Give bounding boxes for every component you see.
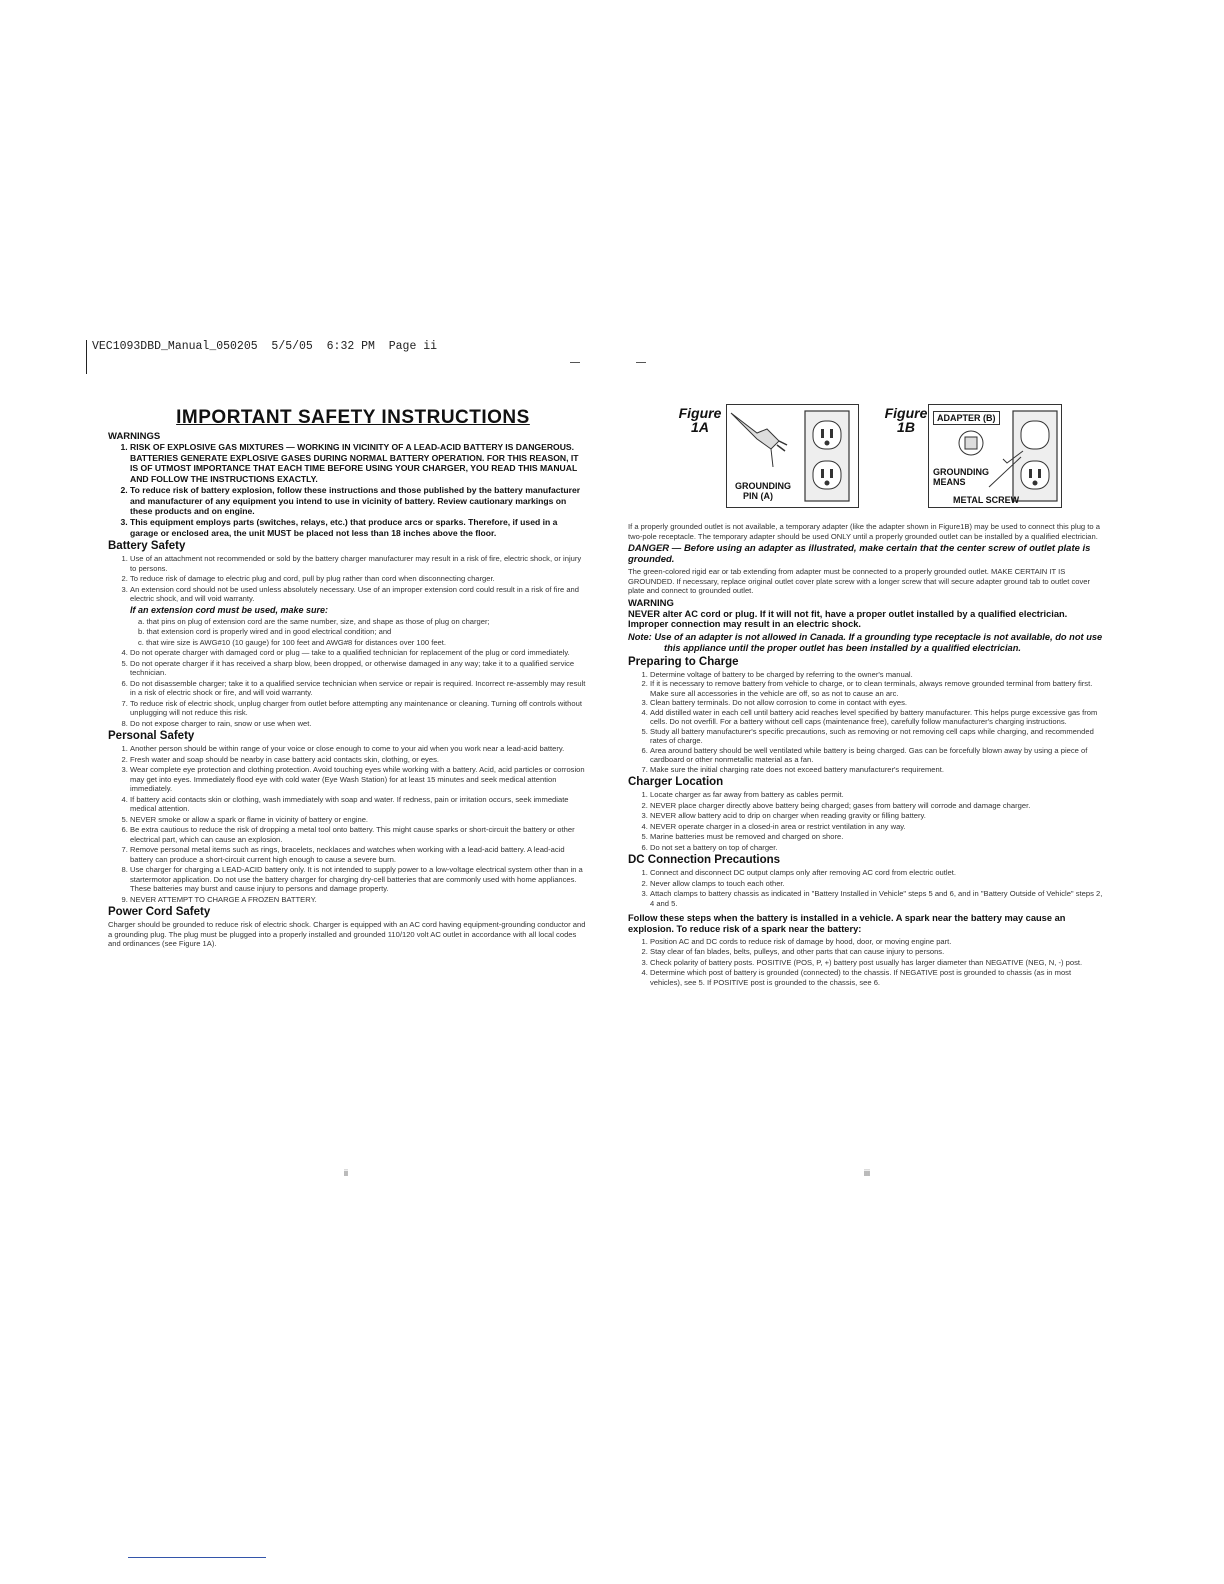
charger-location-heading: Charger Location: [628, 776, 724, 789]
crop-mark-right: [636, 362, 646, 363]
preparing-heading: Preparing to Charge: [628, 655, 739, 668]
list-item: 4. NEVER operate charger in a closed-in area or restrict ventilation in any way.: [650, 822, 1105, 832]
list-item: 9. NEVER ATTEMPT TO CHARGE A FROZEN BATTERY.: [130, 895, 586, 905]
right-page: [628, 404, 1105, 988]
adapter-caption: ADAPTER (B): [933, 411, 1000, 425]
print-header-text: VEC1093DBD_Manual_050205 5/5/05 6:32 PM Page ii: [92, 340, 438, 353]
warning-text: NEVER alter AC cord or plug. If it will not fit, have a proper outlet installed by a qualified electrician. Improper connection may result in an electric shock.: [628, 608, 1068, 630]
list-item: [130, 585, 586, 648]
list-item: 1. Another person should be within range of your voice or close enough to come to your aid when you work near a lead-acid battery.: [130, 744, 586, 754]
extension-cord-sublist: [130, 617, 586, 648]
list-item: 1. Position AC and DC cords to reduce risk of damage by hood, door, or moving engine part.: [650, 937, 1105, 947]
list-item: 5. Do not operate charger if it has received a sharp blow, been dropped, or otherwise damaged in any way; take it to a qualified service technician.: [130, 659, 586, 678]
list-item: 1. Connect and disconnect DC output clamps only after removing AC cord from electric outlet.: [650, 868, 1105, 878]
personal-safety-heading: Personal Safety: [108, 730, 195, 743]
warning-item: 1. RISK OF EXPLOSIVE GAS MIXTURES — WORKING IN VICINITY OF A LEAD-ACID BATTERY IS DANGEROUS. BATTERIES GENERATE EXPLOSIVE GASES DURING NORMAL BATTERY OPERATION. FOR THIS REASON, IT IS OF UTMOST IMPORTANCE THAT EACH TIME BEFORE USING YOUR CHARGER, YOU READ THIS MANUAL AND FOLLOW THE INSTRUCTIONS EXACTLY.: [130, 442, 586, 485]
grounding-pin-caption: [735, 481, 791, 501]
list-item: 3. Attach clamps to battery chassis as indicated in "Battery Installed in Vehicle" steps 5 and 6, and in "Battery Outside of Vehicle" steps 2, 4 and 5.: [650, 889, 1105, 908]
follow-steps-text: Follow these steps when the battery is installed in a vehicle. A spark near the battery may cause an explosion. To reduce risk of a spark near the battery:: [628, 913, 1066, 934]
figure-1a-illustration: [726, 404, 859, 508]
warning-item: 2. To reduce risk of battery explosion, follow these instructions and those published by the battery manufacturer and manufacturer of any equipment you intend to use in vicinity of battery. Review cautionary markings on these products and on engine.: [130, 485, 586, 517]
list-item: 4. Determine which post of battery is grounded (connected) to the chassis. If NEGATIVE post is grounded to chassis (as in most vehicles), see 5. If POSITIVE post is grounded to the chassis, see 6.: [650, 968, 1105, 987]
print-header: [86, 340, 437, 374]
list-item: 6. Do not disassemble charger; take it to a qualified service technician when service or repair is required. Incorrect re-assembly may result in a risk of electric shock or fire, and will void warranty.: [130, 679, 586, 698]
adapter-intro-text: If a properly grounded outlet is not available, a temporary adapter (like the adapter shown in Figure1B) may be used to connect this plug to a two-pole receptacle. The temporary adapter should be used ONLY until a properly grounded outlet can be installed by a qualified electrician.: [628, 522, 1100, 541]
list-item: 2. If it is necessary to remove battery from vehicle to charge, or to clean terminals, always remove grounded terminal from battery first. Make sure all accessories in the vehicle are off, so as not to cause an arc.: [650, 679, 1105, 698]
battery-safety-list: [108, 554, 586, 728]
list-item: 7. To reduce risk of electric shock, unplug charger from outlet before attempting any maintenance or cleaning. Turning off controls without unplugging will not reduce this risk.: [130, 699, 586, 718]
list-item: 8. Do not expose charger to rain, snow or use when wet.: [130, 719, 586, 729]
battery-safety-heading: Battery Safety: [108, 540, 186, 553]
list-item: 2. Fresh water and soap should be nearby in case battery acid contacts skin, clothing, or eyes.: [130, 755, 586, 765]
grounding-pin-caption-line1: GROUNDING: [735, 481, 791, 491]
list-item: 5. Marine batteries must be removed and charged on shore.: [650, 832, 1105, 842]
list-item: 7. Remove personal metal items such as rings, bracelets, necklaces and watches when working with a lead-acid battery. A lead-acid battery can produce a short-circuit current high enough to cause a severe burn.: [130, 845, 586, 864]
warnings-label: WARNINGS: [108, 431, 161, 442]
dc-connection-heading: DC Connection Precautions: [628, 854, 781, 867]
bottom-rule: [128, 1557, 266, 1558]
page-title: IMPORTANT SAFETY INSTRUCTIONS: [176, 407, 530, 428]
dc-connection-list: [628, 868, 1105, 908]
green-tab-text: The green-colored rigid ear or tab extending from adapter must be connected to a properly grounded outlet. MAKE CERTAIN IT IS GROUNDED. If necessary, replace original outlet cover plate screw with a longer screw that will secure adapter ground tab to outlet cover plate and connect to grounded outlet.: [628, 567, 1091, 595]
preparing-list: [628, 670, 1105, 775]
metal-screw-caption: METAL SCREW: [953, 495, 1020, 505]
list-item: 3. NEVER allow battery acid to drip on charger when reading gravity or filling battery.: [650, 811, 1105, 821]
list-item: 3. Clean battery terminals. Do not allow corrosion to come in contact with eyes.: [650, 698, 1105, 708]
list-item: 2. Stay clear of fan blades, belts, pulleys, and other parts that can cause injury to persons.: [650, 947, 1105, 957]
list-item: 5. NEVER smoke or allow a spark or flame in vicinity of battery or engine.: [130, 815, 586, 825]
left-page: [108, 395, 586, 949]
extension-cord-heading: If an extension cord must be used, make sure:: [130, 604, 329, 615]
list-item: 1. Use of an attachment not recommended or sold by the battery charger manufacturer may result in a risk of fire, electric shock, or injury to persons.: [130, 554, 586, 573]
list-item: 3. Wear complete eye protection and clothing protection. Avoid touching eyes while working with a battery. Acid, acid particles or corrosion may get into eyes. Immediately flood eye with cold water (Eye Wash Station) for at least 15 minutes and seek medical attention immediately.: [130, 765, 586, 794]
crop-mark-left: [570, 362, 580, 363]
page-number-right: iii: [864, 1168, 870, 1178]
figures: [628, 404, 1105, 522]
list-item: 2. Never allow clamps to touch each other.: [650, 879, 1105, 889]
list-item: 4. Do not operate charger with damaged cord or plug — take to a qualified technician for replacement of the plug or cord immediately.: [130, 648, 586, 658]
list-item: 5. Study all battery manufacturer's specific precautions, such as removing or not removing cell caps while charging, and recommended rates of charge.: [650, 727, 1105, 746]
power-cord-heading: Power Cord Safety: [108, 906, 211, 919]
warning-label: WARNING: [628, 597, 674, 609]
list-item: 2. To reduce risk of damage to electric plug and cord, pull by plug rather than cord when disconnecting charger.: [130, 574, 586, 584]
charger-location-list: [628, 790, 1105, 852]
list-item: 7. Make sure the initial charging rate does not exceed battery manufacturer's requirement.: [650, 765, 1105, 775]
list-item: 4. If battery acid contacts skin or clothing, wash immediately with soap and water. If redness, pain or irritation occurs, seek immediate medical attention.: [130, 795, 586, 814]
warnings-list: [108, 442, 586, 538]
danger-text: DANGER — Before using an adapter as illustrated, make certain that the center screw of outlet plate is grounded.: [628, 543, 1091, 565]
list-item: 4. Add distilled water in each cell until battery acid reaches level specified by battery manufacturer. This helps purge excessive gas from cells. Do not overfill. For a battery without cell caps (maintenance free), carefully follow manufacturer's charging instructions.: [650, 708, 1105, 727]
list-item: 2. NEVER place charger directly above battery being charged; gases from battery will corrode and damage charger.: [650, 801, 1105, 811]
vehicle-steps-list: [628, 937, 1105, 988]
sub-item: a. that pins on plug of extension cord are the same number, size, and shape as those of plug on charger;: [138, 616, 490, 626]
figure-1a-label-line2: 1A: [691, 419, 709, 435]
power-cord-text: Charger should be grounded to reduce risk of electric shock. Charger is equipped with an AC cord having equipment-grounding conductor and a grounding plug. The plug must be plugged into a properly installed and grounded 110/120 volt AC outlet in accordance with all local codes and ordinances (see Figure 1A).: [108, 920, 586, 949]
canada-note: Note: Use of an adapter is not allowed in Canada. If a grounding type receptacle is not available, do not use this appliance until the proper outlet has been installed by a qualified electrician.: [628, 632, 1103, 653]
grounding-means-caption-line2: MEANS: [933, 477, 966, 487]
figure-1b-label-line1: Figure: [884, 405, 928, 421]
figure-1b-label: [878, 406, 934, 434]
grounding-means-caption-line1: GROUNDING: [933, 467, 989, 477]
list-item-text: An extension cord should not be used unless absolutely necessary. Use of an improper extension cord could result in a risk of fire and electric shock, and will void warranty.: [130, 584, 579, 604]
list-item: 6. Be extra cautious to reduce the risk of dropping a metal tool onto battery. This might cause sparks or short-circuit the battery or other electrical part, which can cause an explosion.: [130, 825, 586, 844]
page-number-left: ii: [344, 1168, 348, 1178]
figure-1b-illustration: [928, 404, 1062, 508]
sub-item: c. that wire size is AWG#10 (10 gauge) for 100 feet and AWG#8 for distances over 100 feet.: [138, 637, 446, 647]
list-item: 6. Do not set a battery on top of charger.: [650, 843, 1105, 853]
figure-1a-label-line1: Figure: [678, 405, 722, 421]
list-item: 3. Check polarity of battery posts. POSITIVE (POS, P, +) battery post usually has larger diameter than NEGATIVE (NEG, N, -) post.: [650, 958, 1105, 968]
sub-item: b. that extension cord is properly wired and in good electrical condition; and: [138, 627, 392, 637]
personal-safety-list: [108, 744, 586, 904]
grounding-means-caption: [933, 467, 989, 487]
grounding-pin-caption-line2: PIN (A): [743, 491, 773, 501]
figure-1a-label: [672, 406, 728, 434]
warning-item: 3. This equipment employs parts (switches, relays, etc.) that produce arcs or sparks. Therefore, if used in a garage or enclosed area, the unit MUST be placed not less than 18 inches above the floor.: [130, 517, 586, 538]
list-item: 1. Determine voltage of battery to be charged by referring to the owner's manual.: [650, 670, 1105, 680]
list-item: 8. Use charger for charging a LEAD-ACID battery only. It is not intended to supply power to a low-voltage electrical system other than in a startermotor application. Do not use the battery charger for charging dry-cell batteries that are commonly used with home appliances. These batteries may burst and cause injury to persons and damage property.: [130, 865, 586, 894]
list-item: 1. Locate charger as far away from battery as cables permit.: [650, 790, 1105, 800]
figure-1b-label-line2: 1B: [897, 419, 915, 435]
list-item: 6. Area around battery should be well ventilated while battery is being charged. Gas can be forcefully blown away by using a piece of cardboard or other nonmetallic material as a fan.: [650, 746, 1105, 765]
